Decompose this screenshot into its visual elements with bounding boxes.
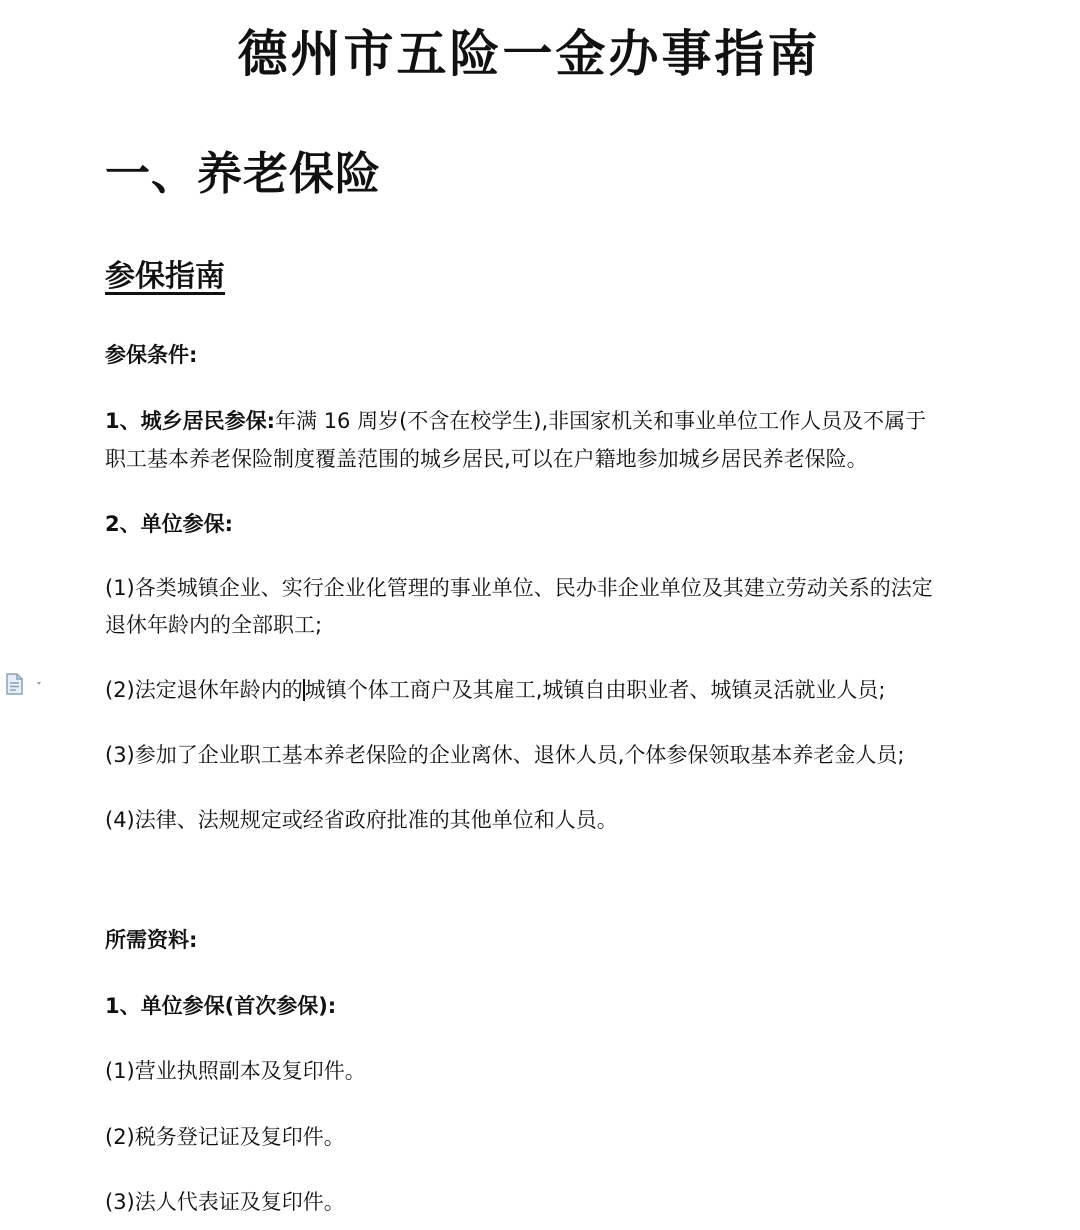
condition-item-1-label: 1、城乡居民参保: xyxy=(105,409,276,433)
condition-item-2-label: 2、单位参保: xyxy=(105,512,234,536)
materials-item-1-label: 1、单位参保(首次参保): xyxy=(105,994,337,1018)
condition-item-1 xyxy=(105,402,955,440)
document-title: 德州市五险一金办事指南 xyxy=(237,24,821,83)
document-note-icon[interactable] xyxy=(5,672,45,696)
condition-item-1-line1: 年满 16 周岁(不含在校学生),非国家机关和事业单位工作人员及不属于 xyxy=(275,409,927,433)
section-heading: 一、养老保险 xyxy=(105,147,382,200)
condition-item-2-sub3: (3)参加了企业职工基本养老保险的企业离休、退休人员,个体参保领取基本养老金人员; xyxy=(105,743,905,767)
condition-item-2-sub1-line2: 退休年龄内的全部职工; xyxy=(105,613,323,637)
condition-item-2-sub2-part2: 城镇个体工商户及其雇工,城镇自由职业者、城镇灵活就业人员; xyxy=(304,678,886,702)
sub-heading: 参保指南 xyxy=(105,259,225,294)
materials-item: (1)营业执照副本及复印件。 xyxy=(105,1059,366,1083)
condition-item-1-line2: 职工基本养老保险制度覆盖范围的城乡居民,可以在户籍地参加城乡居民养老保险。 xyxy=(105,447,868,471)
conditions-heading: 参保条件: xyxy=(105,343,198,367)
materials-heading: 所需资料: xyxy=(105,928,198,952)
materials-item: (3)法人代表证及复印件。 xyxy=(105,1190,345,1214)
condition-item-2-sub2 xyxy=(105,671,955,709)
materials-item: (2)税务登记证及复印件。 xyxy=(105,1125,345,1149)
condition-item-2-sub2-part1: (2)法定退休年龄内的 xyxy=(105,678,303,702)
condition-item-2-sub1-line1: (1)各类城镇企业、实行企业化管理的事业单位、民办非企业单位及其建立劳动关系的法定 xyxy=(105,576,933,600)
condition-item-2-sub4: (4)法律、法规规定或经省政府批准的其他单位和人员。 xyxy=(105,808,618,832)
